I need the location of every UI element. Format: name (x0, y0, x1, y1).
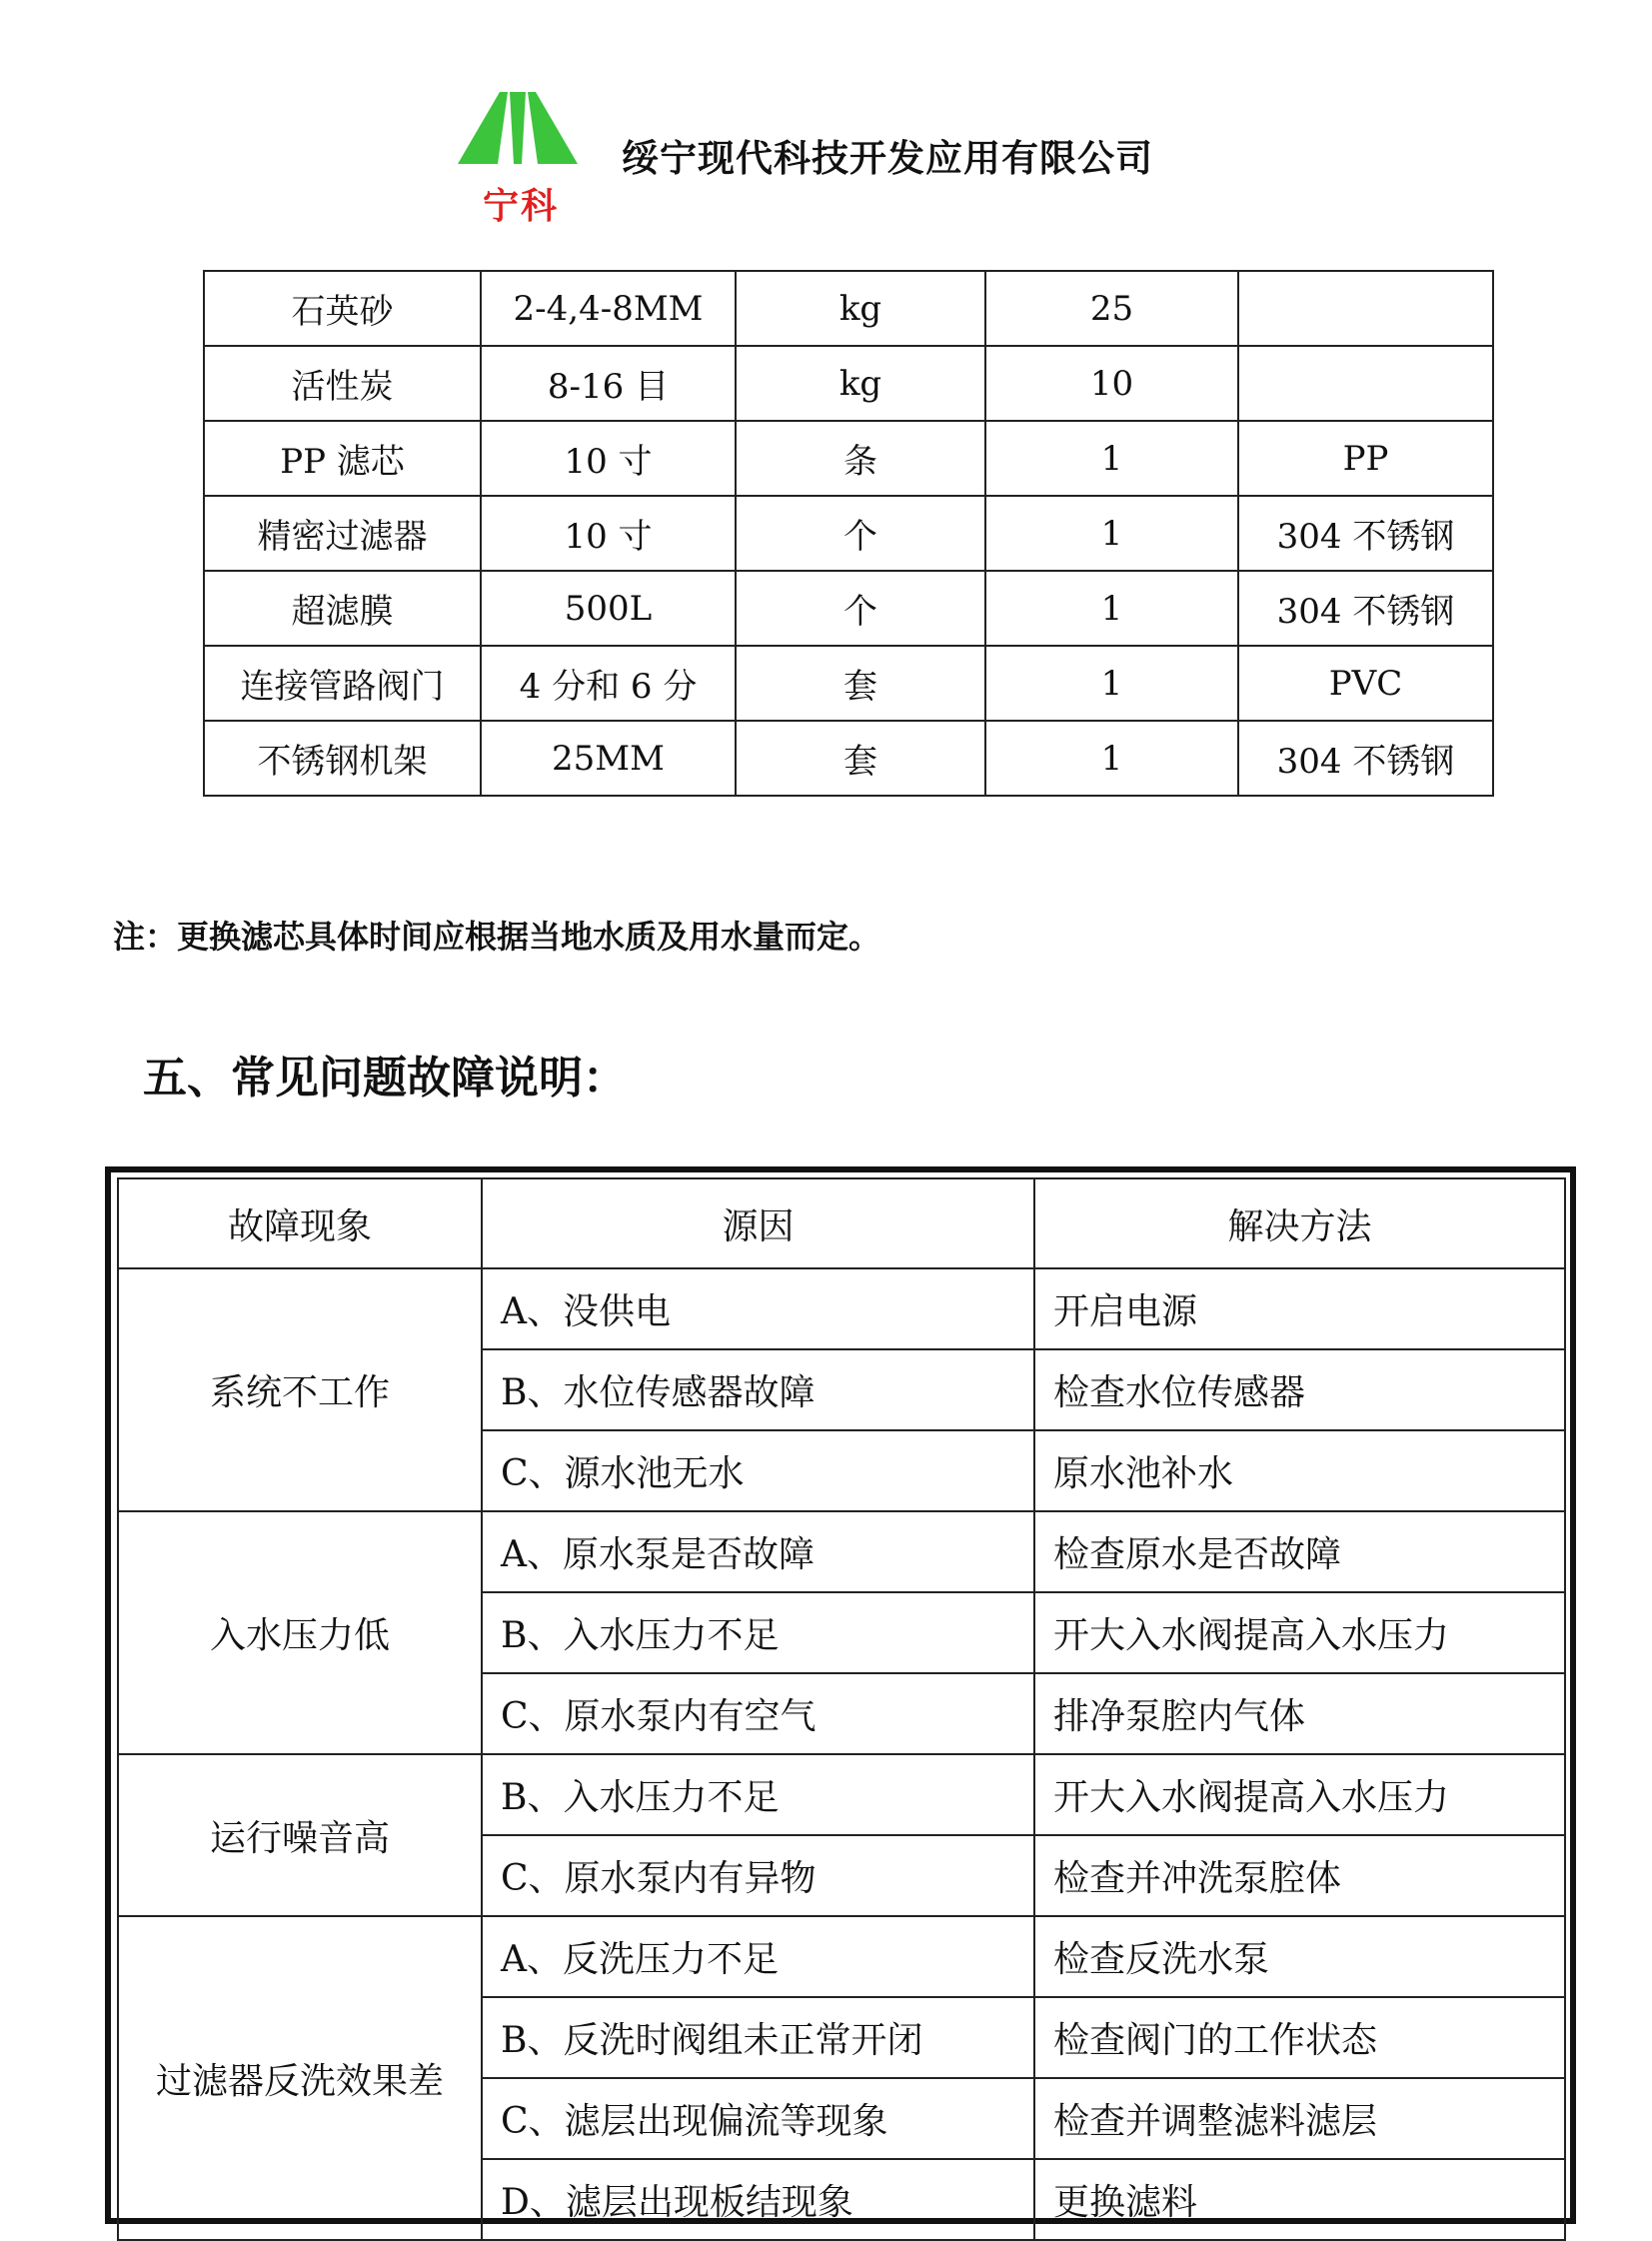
part-qty: 25 (985, 271, 1238, 346)
fault-solution: 检查并调整滤料滤层 (1034, 2078, 1565, 2159)
table-row (204, 421, 1493, 496)
part-material: 304 不锈钢 (1238, 496, 1493, 571)
part-spec: 8-16 目 (481, 346, 736, 421)
part-material: PP (1238, 421, 1493, 496)
table-row (118, 1754, 1565, 1835)
fault-table-header (118, 1178, 1565, 1268)
fault-solution: 检查原水是否故障 (1034, 1511, 1565, 1592)
header-symptom: 故障现象 (118, 1178, 482, 1268)
part-qty: 1 (985, 571, 1238, 646)
parts-table (203, 270, 1494, 797)
fault-cause: B、反洗时阀组未正常开闭 (482, 1997, 1034, 2078)
part-material: PVC (1238, 646, 1493, 721)
table-row (204, 496, 1493, 571)
fault-cause: B、水位传感器故障 (482, 1349, 1034, 1430)
part-qty: 1 (985, 721, 1238, 796)
header-solution: 解决方法 (1034, 1178, 1565, 1268)
part-unit: 个 (736, 496, 985, 571)
table-row (204, 346, 1493, 421)
fault-cause: A、原水泵是否故障 (482, 1511, 1034, 1592)
fault-cause: A、没供电 (482, 1268, 1034, 1349)
section-title: 五、常见问题故障说明： (143, 1053, 627, 1104)
logo-text: 宁科 (482, 186, 559, 227)
fault-cause: A、反洗压力不足 (482, 1916, 1034, 1997)
part-qty: 1 (985, 421, 1238, 496)
fault-solution: 开大入水阀提高入水压力 (1034, 1754, 1565, 1835)
fault-cause: C、原水泵内有空气 (482, 1673, 1034, 1754)
part-spec: 10 寸 (481, 421, 736, 496)
part-name: 连接管路阀门 (204, 646, 481, 721)
part-name: PP 滤芯 (204, 421, 481, 496)
table-row (118, 1511, 1565, 1592)
table-row (204, 571, 1493, 646)
fault-cause: B、入水压力不足 (482, 1754, 1034, 1835)
fault-cause: D、滤层出现板结现象 (482, 2159, 1034, 2240)
part-material: 304 不锈钢 (1238, 721, 1493, 796)
part-spec: 10 寸 (481, 496, 736, 571)
part-unit: 套 (736, 646, 985, 721)
fault-solution: 检查反洗水泵 (1034, 1916, 1565, 1997)
table-row (204, 646, 1493, 721)
fault-solution: 检查水位传感器 (1034, 1349, 1565, 1430)
part-spec: 500L (481, 571, 736, 646)
fault-solution: 检查并冲洗泵腔体 (1034, 1835, 1565, 1916)
fault-solution: 检查阀门的工作状态 (1034, 1997, 1565, 2078)
part-name: 不锈钢机架 (204, 721, 481, 796)
part-qty: 10 (985, 346, 1238, 421)
fault-solution: 开启电源 (1034, 1268, 1565, 1349)
fault-symptom: 系统不工作 (118, 1268, 482, 1511)
fault-cause: B、入水压力不足 (482, 1592, 1034, 1673)
fault-cause: C、原水泵内有异物 (482, 1835, 1034, 1916)
fault-table (117, 1177, 1566, 2241)
part-spec: 4 分和 6 分 (481, 646, 736, 721)
fault-solution: 更换滤料 (1034, 2159, 1565, 2240)
part-unit: 个 (736, 571, 985, 646)
part-qty: 1 (985, 646, 1238, 721)
part-spec: 2-4,4-8MM (481, 271, 736, 346)
table-row (204, 271, 1493, 346)
fault-symptom: 过滤器反洗效果差 (118, 1916, 482, 2240)
part-name: 超滤膜 (204, 571, 481, 646)
company-name: 绥宁现代科技开发应用有限公司 (622, 137, 1153, 180)
part-material: 304 不锈钢 (1238, 571, 1493, 646)
part-name: 活性炭 (204, 346, 481, 421)
part-qty: 1 (985, 496, 1238, 571)
part-unit: 套 (736, 721, 985, 796)
part-material (1238, 271, 1493, 346)
part-unit: kg (736, 271, 985, 346)
part-name: 石英砂 (204, 271, 481, 346)
table-row (118, 1916, 1565, 1997)
fault-symptom: 运行噪音高 (118, 1754, 482, 1916)
fault-cause: C、滤层出现偏流等现象 (482, 2078, 1034, 2159)
fault-symptom: 入水压力低 (118, 1511, 482, 1754)
part-name: 精密过滤器 (204, 496, 481, 571)
part-unit: kg (736, 346, 985, 421)
table-row (118, 1268, 1565, 1349)
fault-solution: 排净泵腔内气体 (1034, 1673, 1565, 1754)
header-cause: 源因 (482, 1178, 1034, 1268)
fault-cause: C、源水池无水 (482, 1430, 1034, 1511)
fault-solution: 原水池补水 (1034, 1430, 1565, 1511)
replacement-note: 注：更换滤芯具体时间应根据当地水质及用水量而定。 (113, 918, 881, 956)
table-row (204, 721, 1493, 796)
fault-solution: 开大入水阀提高入水压力 (1034, 1592, 1565, 1673)
part-unit: 条 (736, 421, 985, 496)
part-material (1238, 346, 1493, 421)
part-spec: 25MM (481, 721, 736, 796)
